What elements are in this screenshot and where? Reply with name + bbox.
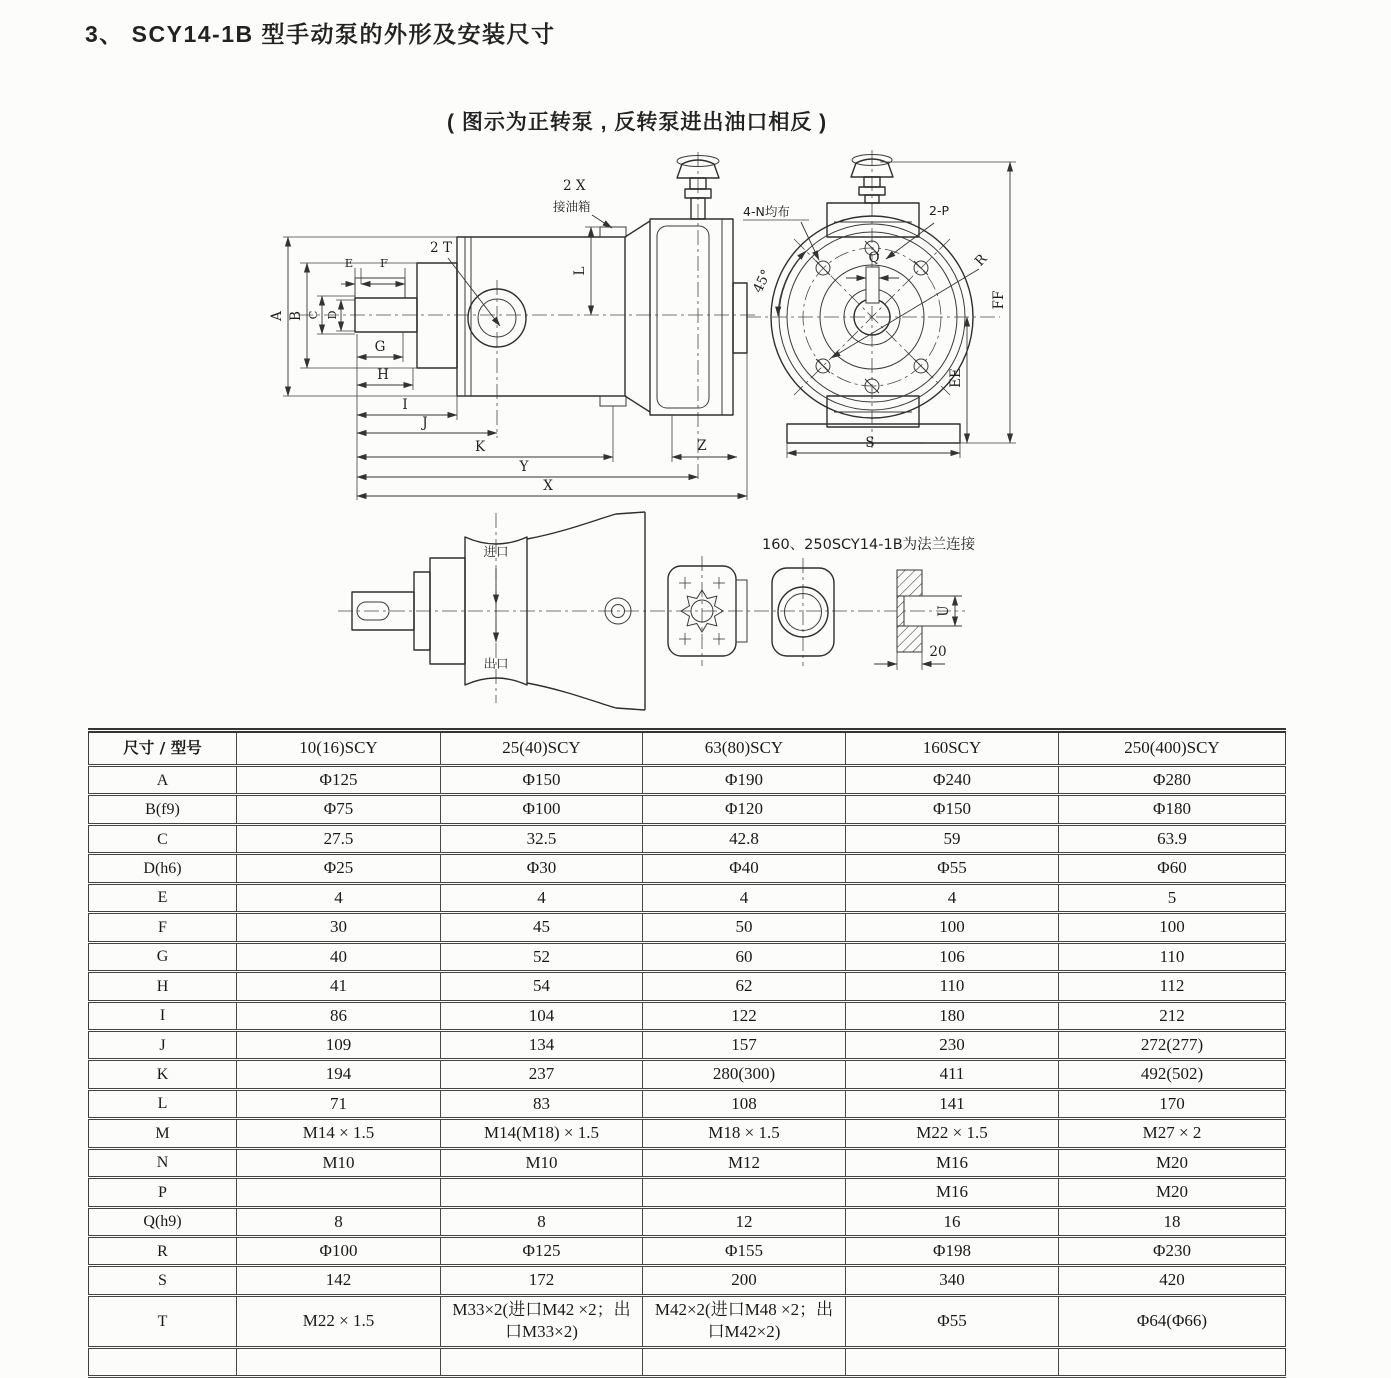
table-cell: 122 bbox=[643, 1001, 846, 1030]
table-row bbox=[89, 766, 1286, 795]
table-row bbox=[89, 1119, 1286, 1148]
table-cell: 8 bbox=[237, 1207, 441, 1236]
rear-stub bbox=[733, 283, 747, 353]
table-cell: 12 bbox=[643, 1207, 846, 1236]
table-cell: 110 bbox=[1059, 942, 1286, 971]
table-row bbox=[89, 1001, 1286, 1030]
table-cell: 71 bbox=[237, 1089, 441, 1118]
table-cell: Φ198 bbox=[846, 1237, 1059, 1266]
table-cell: Φ240 bbox=[846, 766, 1059, 795]
table-cell: 41 bbox=[237, 972, 441, 1001]
column-header: 160SCY bbox=[846, 731, 1059, 766]
callout-2p: 2-P bbox=[929, 203, 950, 218]
row-label: T bbox=[157, 1312, 168, 1330]
top-valve-block bbox=[827, 203, 919, 237]
dim-label-a: A bbox=[269, 311, 285, 321]
dim-label-b: B bbox=[288, 311, 304, 321]
table-cell: M14(M18) × 1.5 bbox=[441, 1119, 643, 1148]
dim-label-z: Z bbox=[697, 438, 707, 454]
table-cell: M20 bbox=[1059, 1148, 1286, 1177]
outlet-label: 出口 bbox=[483, 656, 509, 671]
table-cell: 63.9 bbox=[1059, 824, 1286, 853]
bolt-holes bbox=[816, 241, 928, 393]
table-row bbox=[89, 1089, 1286, 1118]
column-header: 63(80)SCY bbox=[643, 731, 846, 766]
table-cell: 108 bbox=[643, 1089, 846, 1118]
table-cell bbox=[237, 1178, 441, 1207]
table-row bbox=[89, 795, 1286, 824]
keyway-slot bbox=[866, 267, 879, 303]
table-cell: 272(277) bbox=[1059, 1030, 1286, 1059]
table-cell: 4 bbox=[643, 883, 846, 912]
dim-label-x: X bbox=[543, 478, 553, 494]
table-cell bbox=[441, 1178, 643, 1207]
table-cell: 340 bbox=[846, 1266, 1059, 1295]
row-label: D(h6) bbox=[143, 859, 182, 877]
dim-label-20: 20 bbox=[929, 644, 947, 660]
dim-label-d: D bbox=[325, 310, 339, 320]
table-row bbox=[89, 1266, 1286, 1295]
table-cell: M10 bbox=[237, 1148, 441, 1177]
table-cell: Φ25 bbox=[237, 854, 441, 883]
table-cell: 100 bbox=[846, 913, 1059, 942]
row-label: I bbox=[159, 1007, 166, 1025]
table-cell: Φ40 bbox=[643, 854, 846, 883]
key-slot-top-view bbox=[357, 602, 389, 620]
dim-label-h: H bbox=[377, 367, 389, 383]
table-cell: Φ100 bbox=[441, 795, 643, 824]
table-cell: 83 bbox=[441, 1089, 643, 1118]
table-cell: Φ75 bbox=[237, 795, 441, 824]
table-cell: M16 bbox=[846, 1148, 1059, 1177]
valve-housing bbox=[650, 219, 733, 415]
flange-cross-section bbox=[897, 570, 962, 652]
row-label: H bbox=[156, 977, 169, 995]
dim-label-l: L bbox=[572, 266, 588, 276]
row-label: J bbox=[159, 1036, 166, 1054]
bolt-circle bbox=[803, 248, 941, 386]
spline-end-plate bbox=[668, 566, 736, 656]
table-row bbox=[89, 913, 1286, 942]
row-label: M bbox=[155, 1124, 170, 1142]
row-label: A bbox=[156, 771, 169, 789]
dim-label-r: R bbox=[971, 251, 991, 270]
callout-tank-label: 接油箱 bbox=[553, 199, 591, 214]
table-cell: M33×2(进口M42 ×2；出口M33×2) bbox=[441, 1295, 643, 1347]
drawing-note-rotation: ( 图示为正转泵 , 反转泵进出油口相反 ) bbox=[447, 111, 828, 134]
dim-label-j: J bbox=[422, 415, 428, 431]
table-cell: 18 bbox=[1059, 1207, 1286, 1236]
table-cell: 16 bbox=[846, 1207, 1059, 1236]
table-header-row bbox=[89, 731, 1286, 766]
table-cell: M10 bbox=[441, 1148, 643, 1177]
table-cell: Φ30 bbox=[441, 854, 643, 883]
table-cell: 8 bbox=[441, 1207, 643, 1236]
table-cell: 5 bbox=[1059, 883, 1286, 912]
table-cell: 86 bbox=[237, 1001, 441, 1030]
table-cell: 32.5 bbox=[441, 824, 643, 853]
table-cell: Φ150 bbox=[441, 766, 643, 795]
row-label: P bbox=[158, 1183, 167, 1201]
dim-label-ee: EE bbox=[948, 368, 964, 388]
table-row bbox=[89, 1030, 1286, 1059]
callout-2t: 2 T bbox=[430, 240, 452, 256]
dim-label-q: Q bbox=[868, 250, 880, 266]
table-row bbox=[89, 1178, 1286, 1207]
table-cell: Φ125 bbox=[441, 1237, 643, 1266]
table-cell: 54 bbox=[441, 972, 643, 1001]
table-cell: M42×2(进口M48 ×2；出口M42×2) bbox=[643, 1295, 846, 1347]
mount-base-plate bbox=[787, 424, 960, 443]
inlet-label: 进口 bbox=[483, 544, 509, 559]
dim-label-y: Y bbox=[519, 459, 529, 475]
tank-port-bottom bbox=[600, 396, 626, 406]
dim-label-i: I bbox=[402, 397, 408, 413]
screw-cross-marks bbox=[679, 577, 725, 645]
spline-bore bbox=[681, 590, 723, 632]
connection-flange bbox=[772, 568, 834, 656]
flange-top-view bbox=[430, 558, 465, 664]
table-cell: Φ100 bbox=[237, 1237, 441, 1266]
table-row bbox=[89, 942, 1286, 971]
table-cell: M14 × 1.5 bbox=[237, 1119, 441, 1148]
table-cell: 62 bbox=[643, 972, 846, 1001]
row-label: E bbox=[157, 889, 168, 907]
column-header: 10(16)SCY bbox=[237, 731, 441, 766]
dim-label-k: K bbox=[474, 439, 486, 455]
table-cell: 230 bbox=[846, 1030, 1059, 1059]
dim-label-f: F bbox=[380, 256, 388, 270]
table-cell: 237 bbox=[441, 1060, 643, 1089]
table-row bbox=[89, 883, 1286, 912]
table-cell: 60 bbox=[643, 942, 846, 971]
table-cell bbox=[643, 1178, 846, 1207]
row-label: G bbox=[156, 948, 169, 966]
flange-outer-circle bbox=[771, 216, 973, 418]
table-row bbox=[89, 854, 1286, 883]
table-cell: 50 bbox=[643, 913, 846, 942]
dim-label-c: C bbox=[306, 310, 320, 320]
table-cell: 112 bbox=[1059, 972, 1286, 1001]
table-cell: Φ230 bbox=[1059, 1237, 1286, 1266]
dim-label-s: S bbox=[865, 435, 875, 451]
table-row bbox=[89, 1237, 1286, 1266]
table-cell: Φ64(Φ66) bbox=[1059, 1295, 1286, 1347]
table-cell: M20 bbox=[1059, 1178, 1286, 1207]
table-cell: 110 bbox=[846, 972, 1059, 1001]
hand-knob-icon bbox=[851, 155, 893, 204]
corner-header: 尺寸 / 型号 bbox=[123, 739, 202, 758]
tank-port-top bbox=[600, 227, 626, 237]
table-cell: M12 bbox=[643, 1148, 846, 1177]
table-cell: M22 × 1.5 bbox=[237, 1295, 441, 1347]
port-block bbox=[465, 537, 527, 685]
table-row bbox=[89, 824, 1286, 853]
callout-4n: 4-N均布 bbox=[743, 204, 790, 219]
table-cell: M18 × 1.5 bbox=[643, 1119, 846, 1148]
dim-label-g: G bbox=[374, 339, 386, 355]
page-title: 3、 SCY14-1B 型手动泵的外形及安装尺寸 bbox=[85, 21, 556, 47]
table-cell: 4 bbox=[846, 883, 1059, 912]
table-cell: 134 bbox=[441, 1030, 643, 1059]
hand-knob-icon bbox=[677, 156, 719, 220]
table-cell: Φ280 bbox=[1059, 766, 1286, 795]
table-cell: 194 bbox=[237, 1060, 441, 1089]
column-header: 250(400)SCY bbox=[1059, 731, 1286, 766]
table-cell: 27.5 bbox=[237, 824, 441, 853]
table-cell: Φ180 bbox=[1059, 795, 1286, 824]
shaft-top-view bbox=[352, 592, 414, 630]
dimensions-table bbox=[88, 728, 1286, 1378]
table-cell: 420 bbox=[1059, 1266, 1286, 1295]
table-cell: 109 bbox=[237, 1030, 441, 1059]
table-cell: Φ55 bbox=[846, 854, 1059, 883]
table-cell: Φ120 bbox=[643, 795, 846, 824]
table-cell: 142 bbox=[237, 1266, 441, 1295]
table-cell: 4 bbox=[441, 883, 643, 912]
table-cell: 411 bbox=[846, 1060, 1059, 1089]
shaft-key bbox=[355, 278, 405, 298]
table-cell: Φ190 bbox=[643, 766, 846, 795]
table-cell: 59 bbox=[846, 824, 1059, 853]
row-label: L bbox=[157, 1095, 168, 1113]
bottom-mount-block bbox=[827, 396, 919, 427]
table-row bbox=[89, 1295, 1286, 1347]
pump-body bbox=[457, 237, 625, 396]
row-label: N bbox=[156, 1154, 169, 1172]
row-label: R bbox=[157, 1242, 168, 1260]
table-cell: 157 bbox=[643, 1030, 846, 1059]
table-row bbox=[89, 1148, 1286, 1177]
dim-label-ff: FF bbox=[991, 290, 1007, 310]
table-cell: Φ60 bbox=[1059, 854, 1286, 883]
table-cell: 180 bbox=[846, 1001, 1059, 1030]
side-port-2t bbox=[468, 289, 526, 347]
table-cell: 4 bbox=[237, 883, 441, 912]
row-label: F bbox=[158, 918, 167, 936]
row-label: B(f9) bbox=[145, 801, 180, 819]
table-cell: 106 bbox=[846, 942, 1059, 971]
table-cell: M22 × 1.5 bbox=[846, 1119, 1059, 1148]
shaft-bore bbox=[854, 299, 890, 335]
table-cell: 40 bbox=[237, 942, 441, 971]
table-cell: 200 bbox=[643, 1266, 846, 1295]
table-cell: 42.8 bbox=[643, 824, 846, 853]
table-cell: Φ150 bbox=[846, 795, 1059, 824]
row-label: S bbox=[158, 1272, 167, 1290]
table-cell: M27 × 2 bbox=[1059, 1119, 1286, 1148]
table-cell: 280(300) bbox=[643, 1060, 846, 1089]
mounting-flange bbox=[417, 263, 457, 368]
body-port bbox=[605, 598, 631, 624]
table-cell: 492(502) bbox=[1059, 1060, 1286, 1089]
table-cell: Φ55 bbox=[846, 1295, 1059, 1347]
table-cell: 104 bbox=[441, 1001, 643, 1030]
table-cell: 172 bbox=[441, 1266, 643, 1295]
table-cell: 45 bbox=[441, 913, 643, 942]
dim-label-e: E bbox=[344, 256, 354, 270]
table-cell: 170 bbox=[1059, 1089, 1286, 1118]
column-header: 25(40)SCY bbox=[441, 731, 643, 766]
row-label: K bbox=[156, 1066, 169, 1084]
table-cell: M16 bbox=[846, 1178, 1059, 1207]
dim-label-u: U bbox=[936, 605, 952, 617]
table-cell: Φ125 bbox=[237, 766, 441, 795]
side-view-drawing bbox=[269, 152, 757, 500]
dim-label-45deg: 45° bbox=[749, 266, 775, 296]
front-view-drawing bbox=[743, 150, 1016, 458]
row-label: Q(h9) bbox=[143, 1213, 182, 1231]
table-row-cutoff bbox=[89, 1347, 1286, 1376]
table-cell: 212 bbox=[1059, 1001, 1286, 1030]
row-label: C bbox=[157, 830, 168, 848]
flange-connection-note: 160、250SCY14-1B为法兰连接 bbox=[762, 537, 976, 553]
drive-shaft bbox=[355, 298, 417, 332]
bottom-view-drawing bbox=[338, 512, 976, 710]
callout-2x: 2 X bbox=[563, 178, 586, 194]
table-cell: 52 bbox=[441, 942, 643, 971]
table-row bbox=[89, 1207, 1286, 1236]
table-row bbox=[89, 972, 1286, 1001]
table-cell: Φ155 bbox=[643, 1237, 846, 1266]
table-cell: 141 bbox=[846, 1089, 1059, 1118]
table-cell: 100 bbox=[1059, 913, 1286, 942]
table-cell: 30 bbox=[237, 913, 441, 942]
table-row bbox=[89, 1060, 1286, 1089]
